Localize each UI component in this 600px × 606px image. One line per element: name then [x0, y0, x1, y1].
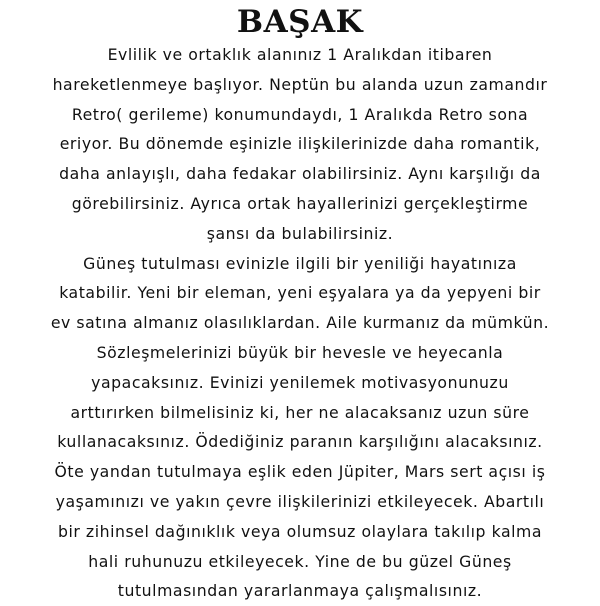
text-line: hali ruhunuzu etkileyecek. Yine de bu güzel Güneş [88, 551, 512, 571]
text-line: katabilir. Yeni bir eleman, yeni eşyalara ya da yepyeni bir [59, 283, 541, 303]
text-line: bir zihinsel dağınıklık veya olumsuz olaylara takılıp kalma [57, 521, 543, 541]
text-line: Retro( gerileme) konumundaydı, 1 Aralıkda Retro sona [71, 104, 529, 124]
text-line: şansı da bulabilirsiniz. [206, 223, 394, 243]
text-line: tutulmasından yararlanmaya çalışmalısınız. [117, 581, 483, 601]
text-line: hareketlenmeye başlıyor. Neptün bu alanda uzun zamandır [52, 74, 548, 94]
page-title: BAŞAK [236, 4, 364, 40]
text-line: eriyor. Bu dönemde eşinizle ilişkilerinizde daha romantik, [59, 134, 541, 154]
text-line: Evlilik ve ortaklık alanınız 1 Aralıkdan itibaren [107, 45, 493, 64]
text-line: Güneş tutulması evinizle ilgili bir yeniliği hayatınıza [83, 253, 517, 273]
text-line: ev satına almanız olasılıklardan. Aile kurmanız da mümkün. [50, 313, 550, 333]
text-line: kullanacaksınız. Ödediğiniz paranın karşılığını alacaksınız. [57, 432, 543, 452]
text-line: yapacaksınız. Evinizi yenilemek motivasyonunuzu [91, 372, 509, 392]
text-line: görebilirsiniz. Ayrıca ortak hayallerinizi gerçekleştirme [71, 193, 529, 213]
text-line: Öte yandan tutulmaya eşlik eden Jüpiter, Mars sert açısı iş [54, 462, 546, 482]
text-line: arttırırken bilmelisiniz ki, her ne alacaksanız uzun süre [70, 402, 530, 422]
text-line: daha anlayışlı, daha fedakar olabilirsiniz. Aynı karşılığı da [59, 164, 541, 184]
text-line: yaşamınızı ve yakın çevre ilişkilerinizi etkileyecek. Abartılı [55, 491, 545, 511]
text-line: Sözleşmelerinizi büyük bir hevesle ve heyecanla [96, 342, 504, 362]
horoscope-body [0, 40, 600, 606]
